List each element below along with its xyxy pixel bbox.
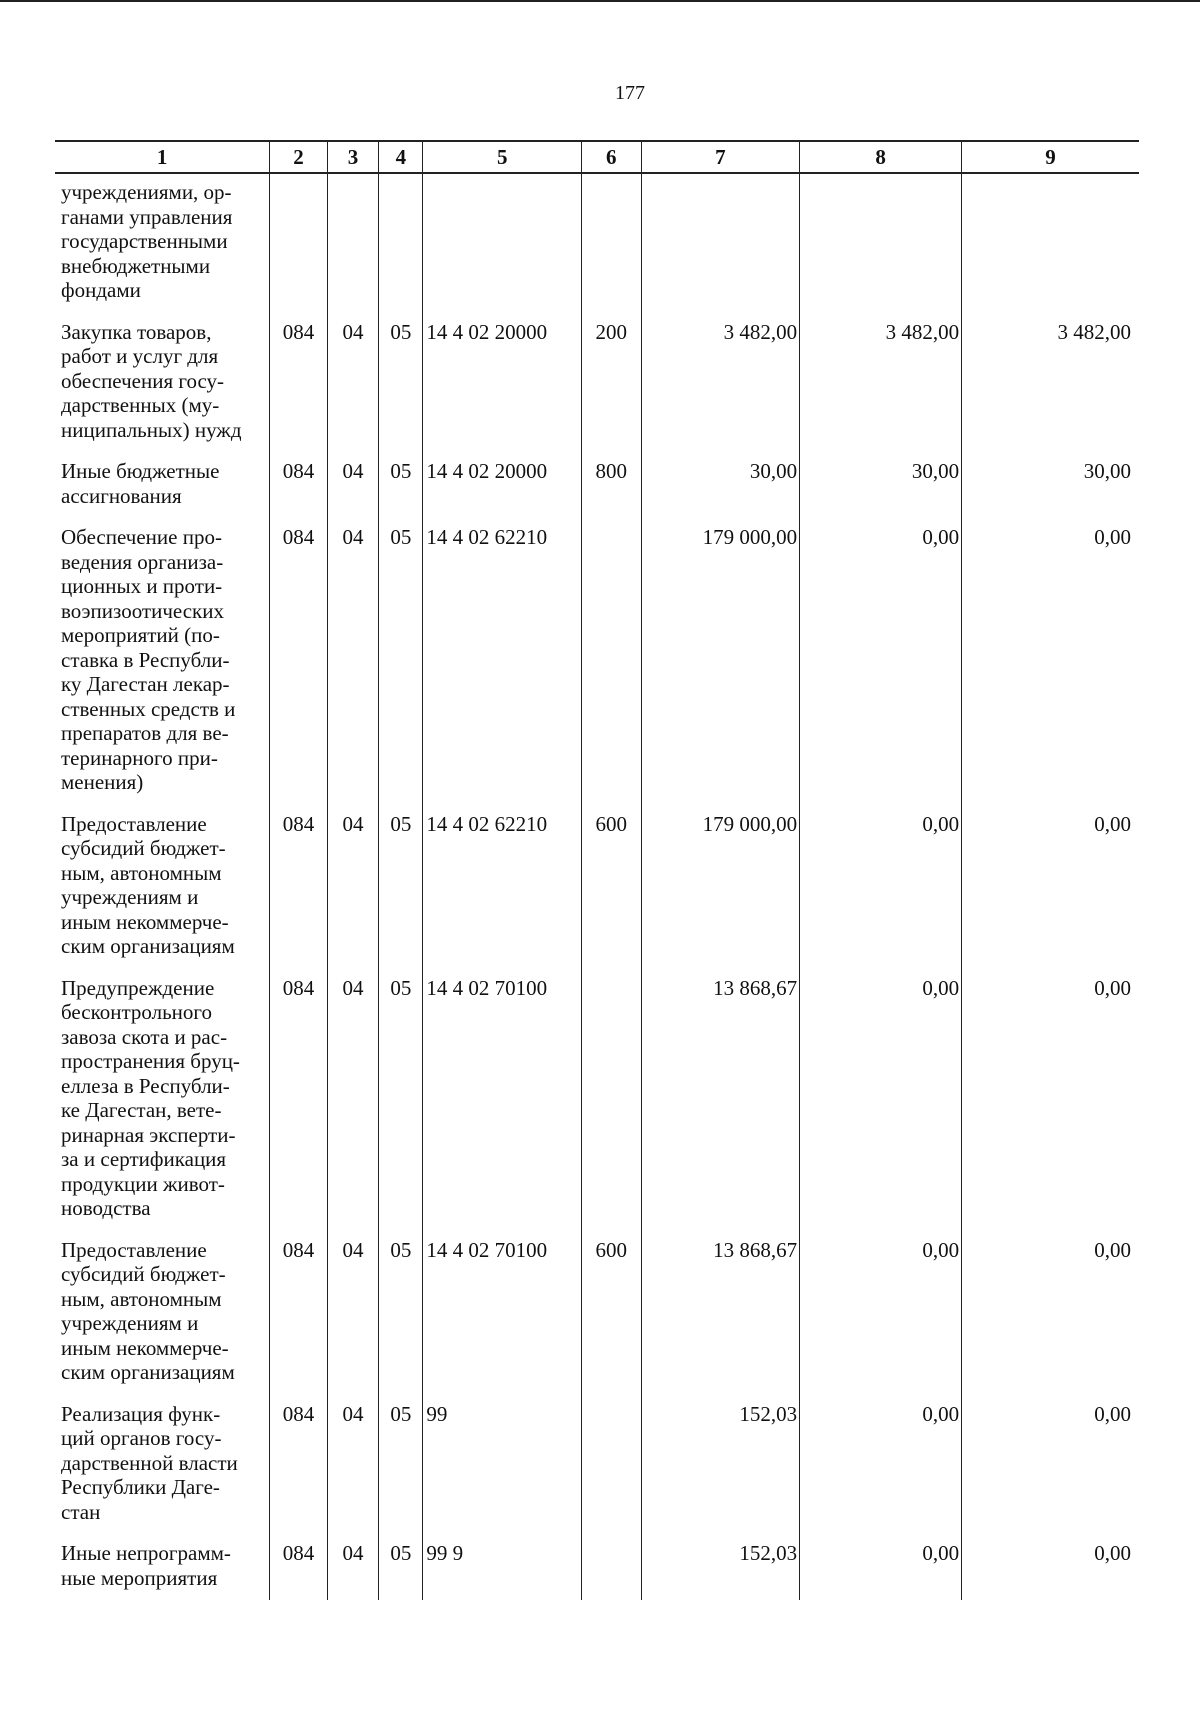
budget-table — [55, 140, 1139, 1600]
cell-amount-col7: 30,00 — [641, 459, 800, 525]
item-name-line: стан — [61, 1499, 101, 1524]
item-name-line: ганами управления — [61, 204, 233, 229]
item-name-line: ку Дагестан лекар- — [61, 672, 230, 696]
cell-section-code: 04 — [327, 1541, 379, 1600]
table-row — [55, 1238, 1139, 1402]
cell-amount-col8 — [800, 173, 962, 320]
cell-target-article: 99 — [423, 1402, 582, 1542]
cell-section-code — [327, 173, 379, 320]
cell-grbs-code: 084 — [270, 459, 327, 525]
cell-amount-col8: 30,00 — [800, 459, 962, 525]
cell-section-code: 04 — [327, 525, 379, 812]
item-name-line: воэпизоотических — [61, 598, 224, 623]
item-name-line: ным, автономным — [61, 860, 222, 885]
item-name-line: субсидий бюджет- — [61, 836, 226, 860]
item-name-line: Предоставление — [61, 811, 207, 836]
cell-amount-col9: 0,00 — [962, 1238, 1139, 1402]
cell-grbs-code: 084 — [270, 1238, 327, 1402]
item-name-line: теринарного при- — [61, 745, 218, 770]
table-row — [55, 173, 1139, 320]
cell-subsection-code: 05 — [379, 976, 423, 1238]
cell-amount-col7: 179 000,00 — [641, 812, 800, 976]
item-name-line: ринарная эксперти- — [61, 1122, 236, 1147]
item-name-line: иным некоммерче- — [61, 909, 229, 934]
column-header: 5 — [423, 141, 582, 173]
item-name-line: Республики Даге- — [61, 1475, 220, 1499]
item-name-line: Закупка товаров, — [61, 319, 212, 344]
cell-amount-col7: 13 868,67 — [641, 1238, 800, 1402]
item-name-line: ке Дагестан, вете- — [61, 1098, 222, 1122]
cell-expense-type — [582, 976, 641, 1238]
cell-amount-col7 — [641, 173, 800, 320]
cell-target-article: 14 4 02 62210 — [423, 812, 582, 976]
item-name-line: ственных средств и — [61, 696, 236, 721]
item-name-line: ные мероприятия — [61, 1565, 218, 1590]
cell-subsection-code — [379, 173, 423, 320]
item-name-line: за и сертификация — [61, 1147, 227, 1171]
cell-amount-col9: 3 482,00 — [962, 320, 1139, 460]
cell-amount-col8: 0,00 — [800, 976, 962, 1238]
cell-target-article: 14 4 02 20000 — [423, 459, 582, 525]
item-name-line: пространения бруц- — [61, 1049, 240, 1073]
item-name-line: Обеспечение про- — [61, 525, 222, 549]
column-header: 7 — [641, 141, 800, 173]
cell-target-article: 14 4 02 70100 — [423, 976, 582, 1238]
item-name-line: иным некоммерче- — [61, 1335, 229, 1360]
cell-amount-col8: 0,00 — [800, 812, 962, 976]
page-number: 177 — [615, 82, 645, 104]
cell-item-name — [55, 812, 270, 976]
item-name-line: продукции живот- — [61, 1171, 225, 1196]
item-name-line: Предоставление — [61, 1237, 207, 1262]
item-name-line: учреждениям и — [61, 885, 199, 909]
item-name-line: учреждениям и — [61, 1311, 199, 1335]
cell-target-article: 14 4 02 20000 — [423, 320, 582, 460]
item-name-line: фондами — [61, 278, 141, 302]
column-header: 3 — [327, 141, 379, 173]
cell-grbs-code: 084 — [270, 1402, 327, 1542]
cell-amount-col9 — [962, 173, 1139, 320]
cell-target-article: 14 4 02 70100 — [423, 1238, 582, 1402]
column-header: 2 — [270, 141, 327, 173]
item-name-line: ционных и проти- — [61, 574, 223, 598]
table-row — [55, 1541, 1139, 1600]
cell-subsection-code: 05 — [379, 320, 423, 460]
cell-item-name — [55, 976, 270, 1238]
item-name-line: ведения организа- — [61, 549, 224, 574]
cell-amount-col8: 3 482,00 — [800, 320, 962, 460]
item-name-line: бесконтрольного — [61, 1000, 212, 1024]
cell-amount-col8: 0,00 — [800, 1541, 962, 1600]
cell-section-code: 04 — [327, 320, 379, 460]
table-body — [55, 173, 1139, 1600]
cell-section-code: 04 — [327, 976, 379, 1238]
column-number-header — [55, 141, 1139, 173]
cell-expense-type — [582, 173, 641, 320]
item-name-line: Иные непрограмм- — [61, 1541, 231, 1565]
cell-grbs-code: 084 — [270, 525, 327, 812]
cell-expense-type: 600 — [582, 812, 641, 976]
cell-amount-col7: 179 000,00 — [641, 525, 800, 812]
item-name-line: дарственной власти — [61, 1450, 238, 1475]
item-name-line: ным, автономным — [61, 1286, 222, 1311]
top-border-line — [0, 0, 1200, 2]
item-name-line: еллеза в Республи- — [61, 1073, 230, 1098]
cell-amount-col8: 0,00 — [800, 525, 962, 812]
item-name-line: препаратов для ве- — [61, 721, 229, 745]
cell-expense-type: 800 — [582, 459, 641, 525]
cell-expense-type: 200 — [582, 320, 641, 460]
item-name-line: обеспечения госу- — [61, 368, 225, 393]
cell-expense-type — [582, 1402, 641, 1542]
item-name-line: ций органов госу- — [61, 1426, 222, 1450]
item-name-line: субсидий бюджет- — [61, 1262, 226, 1286]
cell-amount-col9: 0,00 — [962, 1402, 1139, 1542]
cell-amount-col9: 30,00 — [962, 459, 1139, 525]
cell-subsection-code: 05 — [379, 525, 423, 812]
cell-amount-col7: 152,03 — [641, 1541, 800, 1600]
cell-item-name — [55, 320, 270, 460]
table-row — [55, 812, 1139, 976]
cell-target-article: 14 4 02 62210 — [423, 525, 582, 812]
cell-target-article — [423, 173, 582, 320]
cell-grbs-code: 084 — [270, 812, 327, 976]
item-name-line: учреждениями, ор- — [61, 180, 232, 204]
cell-grbs-code: 084 — [270, 976, 327, 1238]
cell-section-code: 04 — [327, 1238, 379, 1402]
cell-amount-col8: 0,00 — [800, 1238, 962, 1402]
cell-subsection-code: 05 — [379, 1541, 423, 1600]
cell-grbs-code: 084 — [270, 1541, 327, 1600]
cell-amount-col9: 0,00 — [962, 525, 1139, 812]
table-row — [55, 320, 1139, 460]
item-name-line: Иные бюджетные — [61, 459, 220, 483]
cell-item-name — [55, 459, 270, 525]
cell-expense-type — [582, 525, 641, 812]
column-header: 8 — [800, 141, 962, 173]
cell-grbs-code — [270, 173, 327, 320]
table-row — [55, 459, 1139, 525]
item-name-line: ским организациям — [61, 1360, 235, 1384]
cell-expense-type — [582, 1541, 641, 1600]
cell-item-name — [55, 525, 270, 812]
item-name-line: ниципальных) нужд — [61, 417, 242, 442]
table-row — [55, 525, 1139, 812]
cell-amount-col9: 0,00 — [962, 976, 1139, 1238]
cell-section-code: 04 — [327, 459, 379, 525]
column-header: 6 — [582, 141, 641, 173]
cell-subsection-code: 05 — [379, 812, 423, 976]
cell-item-name — [55, 173, 270, 320]
cell-section-code: 04 — [327, 812, 379, 976]
cell-grbs-code: 084 — [270, 320, 327, 460]
cell-subsection-code: 05 — [379, 459, 423, 525]
item-name-line: новодства — [61, 1196, 151, 1220]
cell-item-name — [55, 1402, 270, 1542]
cell-subsection-code: 05 — [379, 1402, 423, 1542]
column-header: 9 — [962, 141, 1139, 173]
column-header: 4 — [379, 141, 423, 173]
cell-amount-col8: 0,00 — [800, 1402, 962, 1542]
cell-amount-col7: 13 868,67 — [641, 976, 800, 1238]
item-name-line: Предупреждение — [61, 975, 215, 1000]
item-name-line: работ и услуг для — [61, 344, 219, 368]
item-name-line: мероприятий (по- — [61, 623, 220, 647]
item-name-line: ским организациям — [61, 934, 235, 958]
cell-item-name — [55, 1238, 270, 1402]
item-name-line: Реализация функ- — [61, 1401, 221, 1426]
item-name-line: ассигнования — [61, 483, 182, 508]
cell-target-article: 99 9 — [423, 1541, 582, 1600]
column-header: 1 — [55, 141, 270, 173]
cell-amount-col7: 3 482,00 — [641, 320, 800, 460]
item-name-line: внебюджетными — [61, 253, 211, 278]
cell-subsection-code: 05 — [379, 1238, 423, 1402]
table-row — [55, 976, 1139, 1238]
cell-amount-col9: 0,00 — [962, 812, 1139, 976]
cell-expense-type: 600 — [582, 1238, 641, 1402]
table-row — [55, 1402, 1139, 1542]
cell-section-code: 04 — [327, 1402, 379, 1542]
item-name-line: завоза скота и рас- — [61, 1024, 228, 1049]
cell-amount-col9: 0,00 — [962, 1541, 1139, 1600]
item-name-line: государственными — [61, 229, 228, 253]
item-name-line: ставка в Республи- — [61, 647, 230, 672]
cell-amount-col7: 152,03 — [641, 1402, 800, 1542]
cell-item-name — [55, 1541, 270, 1600]
item-name-line: менения) — [61, 770, 144, 794]
item-name-line: дарственных (му- — [61, 393, 220, 417]
